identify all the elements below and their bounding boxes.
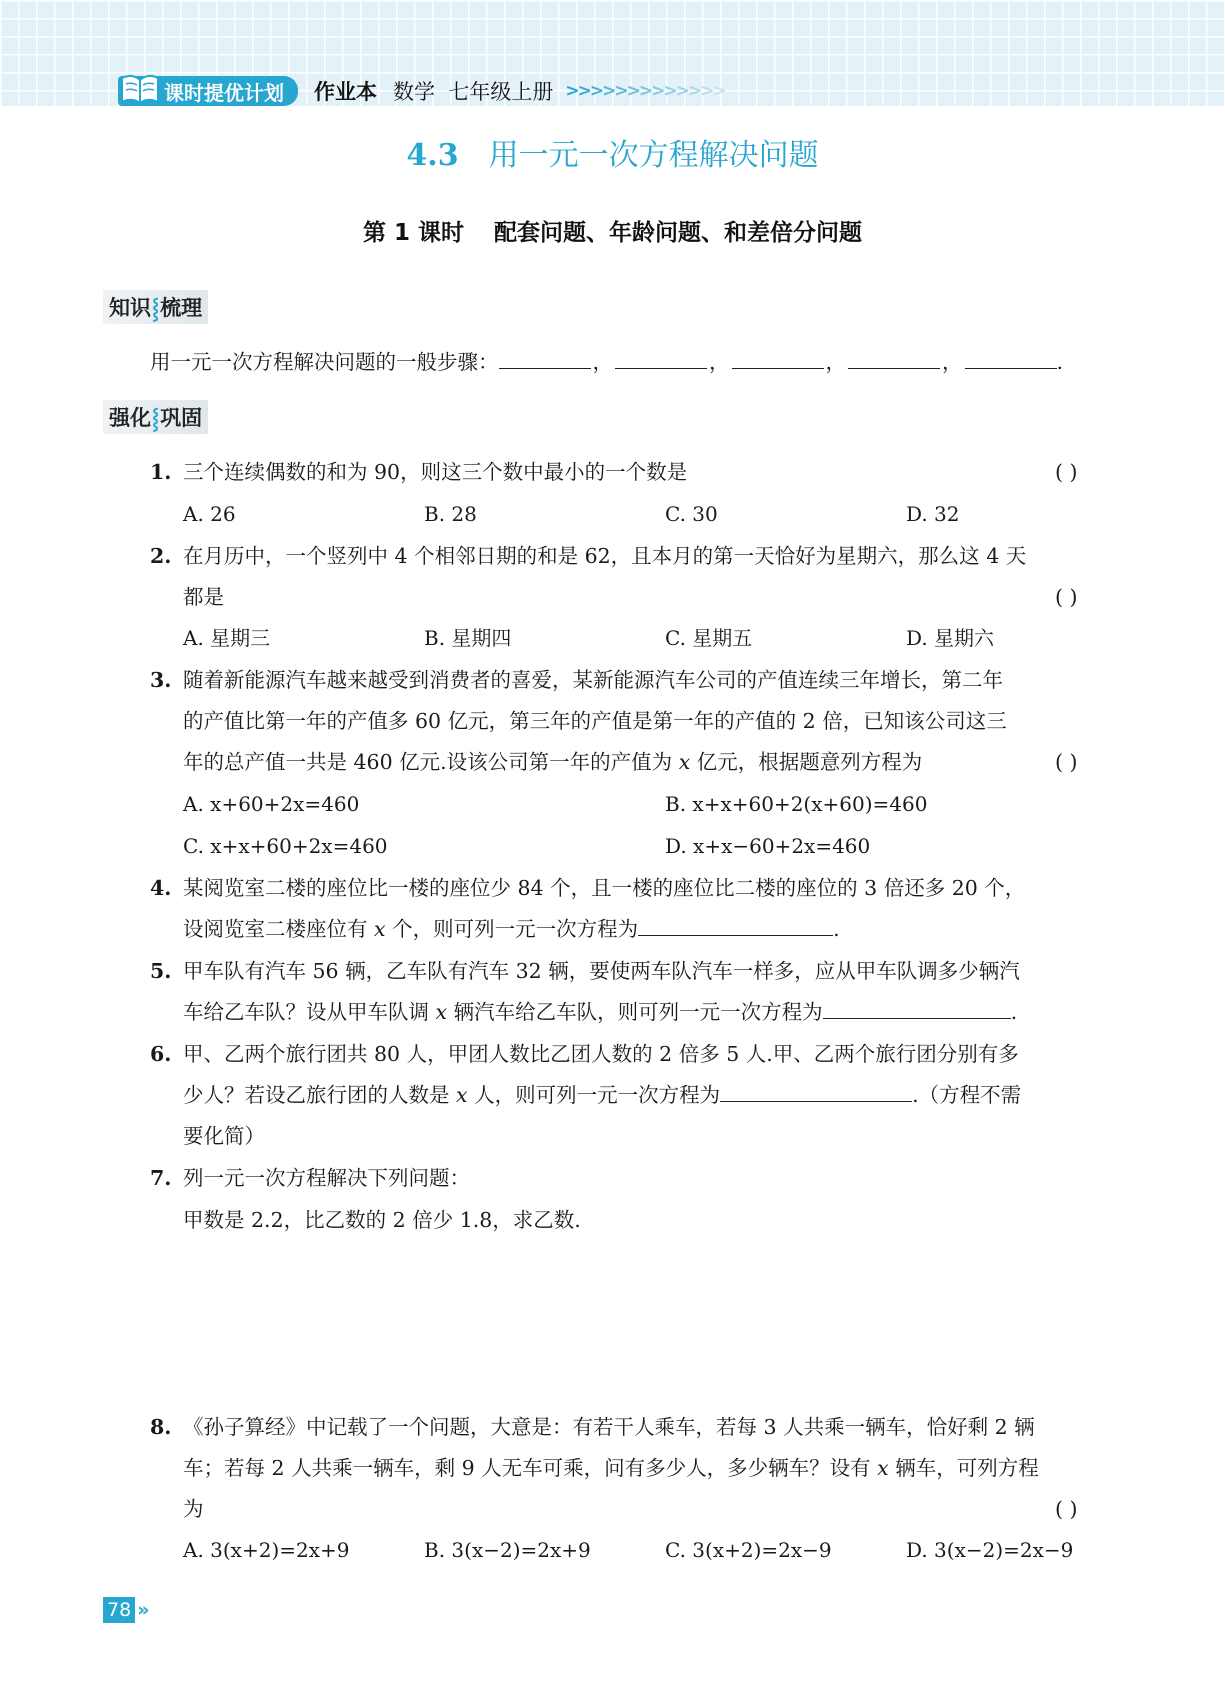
option-a[interactable]: A. x+60+2x=460 <box>183 792 360 816</box>
chevron-icon: > <box>602 81 617 101</box>
question-text-part: 车给乙车队？设从甲车队调 <box>183 1000 436 1024</box>
section-number: 4.3 <box>406 138 459 173</box>
question-1-text: 三个连续偶数的和为 90，则这三个数中最小的一个数是 <box>183 460 688 484</box>
section-tag-knowledge <box>103 290 208 324</box>
section-tag-part: 知识 <box>109 296 151 320</box>
question-text-part: 辆车，可列方程 <box>888 1456 1039 1480</box>
question-number: 2. <box>150 544 172 568</box>
option-d[interactable]: D. 32 <box>906 502 960 526</box>
chevron-icon: > <box>712 81 727 101</box>
question-number: 6. <box>150 1042 172 1066</box>
variable: x <box>456 1083 468 1107</box>
chevron-icon: > <box>638 81 654 101</box>
question-7-line: 甲数是 2.2，比乙数的 2 倍少 1.8，求乙数. <box>183 1208 581 1232</box>
question-4-line: 某阅览室二楼的座位比一楼的座位少 84 个，且一楼的座位比二楼的座位的 3 倍还多 20 个， <box>183 876 1026 900</box>
question-8-line <box>183 1454 1039 1482</box>
chevron-icon: > <box>700 81 715 101</box>
brand-name: 课时提优计划 <box>164 80 284 105</box>
answer-blank[interactable] <box>848 348 940 369</box>
question-3-line <box>183 748 922 776</box>
page-title <box>0 130 1225 174</box>
question-3-line: 随着新能源汽车越来越受到消费者的喜爱，某新能源汽车公司的产值连续三年增长，第二年 <box>183 668 1003 692</box>
question-text-part: 个，则可列一元一次方程为 <box>385 917 639 941</box>
answer-blank[interactable] <box>720 1081 912 1102</box>
chevron-icon: > <box>626 81 641 101</box>
wave-icon: ⸾ <box>152 405 160 430</box>
chevron-icon: > <box>687 81 703 101</box>
question-number: 8. <box>150 1415 172 1439</box>
question-number: 4. <box>150 876 172 900</box>
answer-blank[interactable] <box>732 348 824 369</box>
variable: x <box>374 917 386 941</box>
chevron-icon: > <box>675 81 690 101</box>
option-c[interactable]: C. 30 <box>665 502 718 526</box>
option-d[interactable]: D. x+x−60+2x=460 <box>665 834 871 858</box>
header-bar <box>118 76 725 106</box>
subject-grade: 数学 七年级上册 <box>393 80 554 104</box>
section-tag-practice <box>103 400 208 434</box>
answer-blank[interactable] <box>823 998 1011 1019</box>
option-d[interactable]: D. 星期六 <box>906 626 995 650</box>
variable: x <box>435 1000 448 1024</box>
variable: x <box>877 1456 889 1480</box>
page-number-value: 78 <box>103 1597 135 1623</box>
answer-blank[interactable] <box>965 348 1057 369</box>
answer-paren[interactable]: ( ) <box>1055 1497 1078 1521</box>
chevron-icon: > <box>651 81 666 101</box>
chevron-icon: > <box>589 81 605 101</box>
chevron-decoration <box>565 81 727 101</box>
section-tag-part: 巩固 <box>160 406 203 430</box>
question-text-part: 年的总产值一共是 460 亿元.设该公司第一年的产值为 <box>183 750 679 774</box>
question-7-line: 列一元一次方程解决下列问题： <box>183 1166 470 1190</box>
wave-icon: ⸾ <box>152 295 160 320</box>
chevron-icon: > <box>565 81 580 101</box>
open-book-icon <box>118 70 162 108</box>
lesson-topic: 配套问题、年龄问题、和差倍分问题 <box>494 220 863 246</box>
answer-blank[interactable] <box>638 915 833 936</box>
question-2-line: 都是 <box>183 585 224 609</box>
page-number <box>103 1597 149 1623</box>
question-text-part: 少人？若设乙旅行团的人数是 <box>183 1083 457 1107</box>
question-text-part: .（方程不需 <box>912 1083 1022 1107</box>
answer-paren[interactable]: ( ) <box>1055 460 1078 484</box>
question-5-line <box>183 998 1017 1026</box>
question-text-part: 车；若每 2 人共乘一辆车，剩 9 人无车可乘，问有多少人，多少辆车？设有 <box>183 1456 878 1480</box>
option-d[interactable]: D. 3(x−2)=2x−9 <box>906 1538 1074 1562</box>
section-tag-part: 强化 <box>109 406 151 430</box>
knowledge-steps-end: . <box>1056 350 1064 374</box>
option-b[interactable]: B. 3(x−2)=2x+9 <box>424 1538 591 1562</box>
section-tag-part: 梳理 <box>160 296 203 320</box>
option-a[interactable]: A. 26 <box>183 502 236 526</box>
question-number: 3. <box>150 668 172 692</box>
question-text-part: 人，则可列一元一次方程为 <box>467 1083 721 1107</box>
book-type: 作业本 <box>314 80 377 104</box>
question-text-part: . <box>1010 1000 1018 1024</box>
question-number: 1. <box>150 460 172 484</box>
question-8-line: 《孙子算经》中记载了一个问题，大意是：有若干人乘车，若每 3 人共乘一辆车，恰好剩 2 辆 <box>183 1415 1035 1439</box>
header-banner <box>0 0 1225 106</box>
question-8-line: 为 <box>183 1497 204 1521</box>
question-6-line <box>183 1081 1021 1109</box>
question-4-line <box>183 915 840 943</box>
question-5-line: 甲车队有汽车 56 辆，乙车队有汽车 32 辆，要使两车队汽车一样多，应从甲车队调多少辆汽 <box>183 959 1020 983</box>
question-text-part: . <box>833 917 840 941</box>
lesson-subtitle <box>0 214 1225 247</box>
option-b[interactable]: B. 28 <box>424 502 477 526</box>
knowledge-steps-text: 用一元一次方程解决问题的一般步骤： <box>150 350 499 374</box>
option-c[interactable]: C. x+x+60+2x=460 <box>183 834 388 858</box>
option-a[interactable]: A. 3(x+2)=2x+9 <box>183 1538 350 1562</box>
chevron-icon: > <box>663 81 678 101</box>
question-text-part: 辆汽车给乙车队，则可列一元一次方程为 <box>447 1000 823 1024</box>
answer-blank[interactable] <box>499 348 591 369</box>
knowledge-steps: 用一元一次方程解决问题的一般步骤： ， ， ， ， . <box>150 350 1064 374</box>
option-c[interactable]: C. 3(x+2)=2x−9 <box>665 1538 832 1562</box>
question-2-line: 在月历中，一个竖列中 4 个相邻日期的和是 62，且本月的第一天恰好为星期六，那么这 4 天 <box>183 544 1027 568</box>
answer-blank[interactable] <box>615 348 707 369</box>
question-6-line: 要化简） <box>183 1124 265 1148</box>
question-number: 5. <box>150 959 172 983</box>
question-6-line: 甲、乙两个旅行团共 80 人，甲团人数比乙团人数的 2 倍多 5 人.甲、乙两个旅行团分别有多 <box>183 1042 1019 1066</box>
chevron-icon: > <box>614 81 629 101</box>
option-b[interactable]: B. x+x+60+2(x+60)=460 <box>665 792 928 816</box>
question-3-line: 的产值比第一年的产值多 60 亿元，第三年的产值是第一年的产值的 2 倍，已知该公司这三 <box>183 709 1007 733</box>
chevron-icon: > <box>577 81 592 101</box>
option-c[interactable]: C. 星期五 <box>665 626 753 650</box>
brand-badge <box>118 76 298 106</box>
double-chevron-icon: » <box>137 1599 150 1621</box>
option-a[interactable]: A. 星期三 <box>183 626 271 650</box>
section-title: 用一元一次方程解决问题 <box>488 138 819 173</box>
answer-paren[interactable]: ( ) <box>1055 585 1078 609</box>
answer-paren[interactable]: ( ) <box>1055 750 1078 774</box>
question-number: 7. <box>150 1166 172 1190</box>
variable: x <box>678 750 691 774</box>
lesson-number: 第 1 课时 <box>362 220 465 246</box>
question-text-part: 亿元，根据题意列方程为 <box>690 750 923 774</box>
question-text-part: 设阅览室二楼座位有 <box>183 917 375 941</box>
option-b[interactable]: B. 星期四 <box>424 626 512 650</box>
